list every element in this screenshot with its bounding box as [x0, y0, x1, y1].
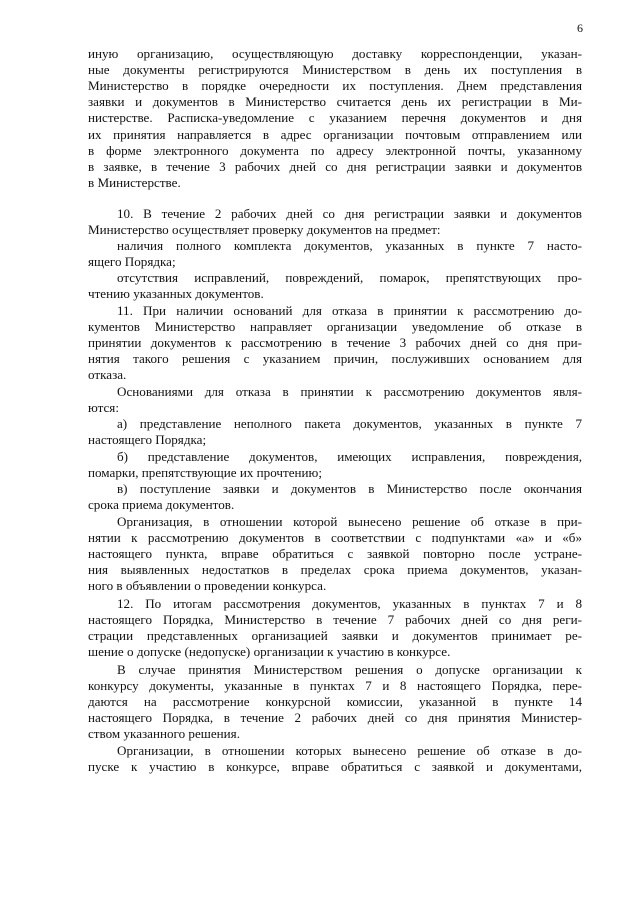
- paragraph-line: нистерстве. Расписка-уведомление с указанием перечня документов и дня: [88, 110, 582, 126]
- paragraph-line: заявки и документов в Министерство считается день их регистрации в Ми-: [88, 94, 582, 110]
- paragraph-line: ством указанного решения.: [88, 726, 240, 742]
- paragraph-line: настоящего Порядка, в течение 2 рабочих дней со дня принятия Министер-: [88, 710, 582, 726]
- paragraph-line: б) представление документов, имеющих исправления, повреждения,: [117, 449, 582, 464]
- paragraph-line: иную организацию, осуществляющую доставку корреспонденции, указан-: [88, 46, 582, 61]
- paragraph-line: В случае принятия Министерством решения о допуске организации к: [117, 662, 582, 677]
- paragraph-line: настоящего пункта, вправе обратиться с заявкой повторно после устране-: [88, 546, 582, 562]
- paragraph-line: отсутствия исправлений, повреждений, помарок, препятствующих про-: [117, 270, 582, 285]
- page-number: 6: [577, 21, 583, 35]
- paragraph-line: принятии документов к рассмотрению в течение 3 рабочих дней со дня при-: [88, 335, 582, 351]
- paragraph-line: конкурсу документы, указанные в пунктах 7 и 8 настоящего Порядка, пере-: [88, 678, 582, 694]
- paragraph-line: Министерство осуществляет проверку документов на предмет:: [88, 222, 441, 238]
- paragraph-line: помарки, препятствующие их прочтению;: [88, 465, 322, 481]
- paragraph-line: ются:: [88, 400, 119, 416]
- paragraph-line: в Министерстве.: [88, 174, 181, 190]
- paragraph-line: нятия такого решения с указанием причин, послуживших основанием для: [88, 351, 582, 367]
- paragraph-line: нятии к рассмотрению документов в соответствии с подпунктами «а» и «б»: [88, 530, 582, 546]
- paragraph-line: Организация, в отношении которой вынесено решение об отказе в при-: [117, 514, 582, 529]
- paragraph-line: пуске к участию в конкурсе, вправе обратиться с заявкой и документами,: [88, 759, 582, 775]
- paragraph-line: Министерство в порядке очередности их поступления. Днем представления: [88, 78, 582, 94]
- paragraph-line: ния выявленных недостатков в пределах срока приема документов, указан-: [88, 562, 582, 578]
- paragraph-line: Основаниями для отказа в принятии к рассмотрению документов явля-: [117, 384, 582, 399]
- paragraph-line: а) представление неполного пакета документов, указанных в пункте 7: [117, 416, 582, 431]
- paragraph-line: их принятия направляется в адрес организации почтовым отправлением или: [88, 126, 582, 142]
- paragraph-line: срока приема документов.: [88, 497, 235, 513]
- paragraph-line: ные документы регистрируются Министерством в день их поступления в: [88, 62, 582, 78]
- paragraph-line: в заявке, в течение 3 рабочих дней со дня регистрации заявки и документов: [88, 158, 582, 174]
- paragraph-line: ного в объявлении о проведении конкурса.: [88, 578, 327, 594]
- paragraph-line: ящего Порядка;: [88, 254, 176, 270]
- paragraph-line: 12. По итогам рассмотрения документов, указанных в пунктах 7 и 8: [117, 596, 582, 611]
- paragraph-line: кументов Министерство направляет организации уведомление об отказе в: [88, 319, 582, 335]
- paragraph-line: шение о допуске (недопуске) организации к участию в конкурсе.: [88, 644, 451, 660]
- paragraph-line: чтению указанных документов.: [88, 286, 264, 302]
- paragraph-line: настоящего Порядка, Министерство в течение 7 рабочих дней со дня реги-: [88, 612, 582, 628]
- paragraph-line: наличия полного комплекта документов, указанных в пункте 7 насто-: [117, 238, 582, 253]
- paragraph-line: Организации, в отношении которых вынесено решение об отказе в до-: [117, 743, 582, 758]
- paragraph-line: в форме электронного документа по адресу электронной почты, указанному: [88, 142, 582, 158]
- paragraph-line: в) поступление заявки и документов в Министерство после окончания: [117, 481, 582, 496]
- paragraph-line: настоящего Порядка;: [88, 432, 207, 448]
- paragraph-line: 11. При наличии оснований для отказа в принятии к рассмотрению до-: [117, 303, 582, 318]
- paragraph-line: отказа.: [88, 367, 127, 383]
- paragraph-line: даются на рассмотрение конкурсной комиссии, указанной в пункте 14: [88, 694, 582, 710]
- paragraph-line: страции представленных организацией заявки и документов принимает ре-: [88, 628, 582, 644]
- paragraph-line: 10. В течение 2 рабочих дней со дня регистрации заявки и документов: [117, 206, 582, 221]
